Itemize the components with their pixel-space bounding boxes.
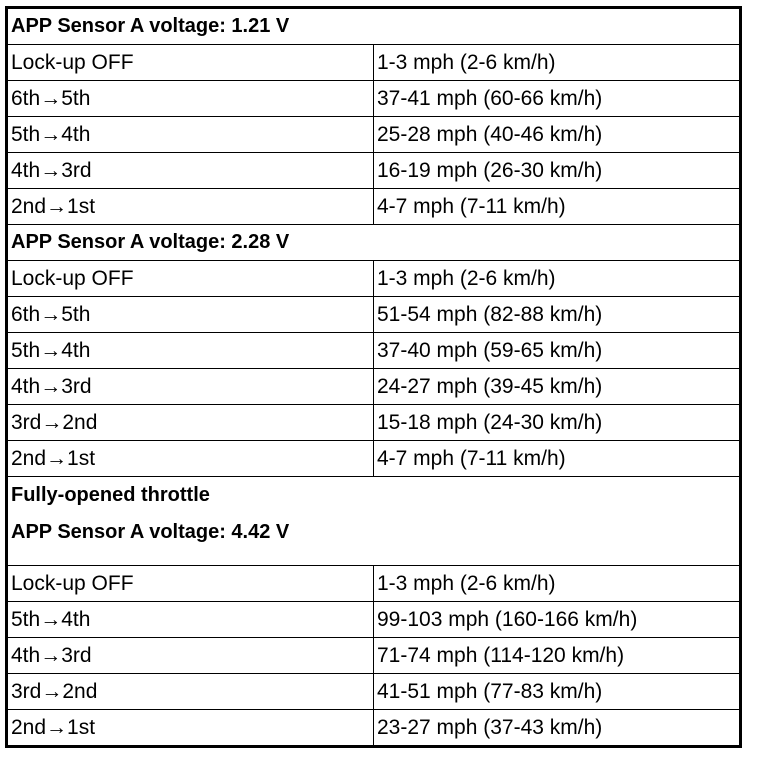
section-header <box>7 477 741 566</box>
shift-cell: 4th→3rd <box>7 638 374 674</box>
shift-cell: 5th→4th <box>7 602 374 638</box>
shift-cell: 3rd→2nd <box>7 405 374 441</box>
shift-cell: 3rd→2nd <box>7 674 374 710</box>
table-row <box>7 638 741 674</box>
section-header: APP Sensor A voltage: 2.28 V <box>7 225 741 261</box>
speed-cell: 51-54 mph (82-88 km/h) <box>374 297 741 333</box>
table-row <box>7 45 741 81</box>
speed-cell: 23-27 mph (37-43 km/h) <box>374 710 741 747</box>
table-row <box>7 369 741 405</box>
table-row <box>7 405 741 441</box>
speed-cell: 15-18 mph (24-30 km/h) <box>374 405 741 441</box>
shift-cell: 4th→3rd <box>7 369 374 405</box>
table-row <box>7 602 741 638</box>
speed-cell: 4-7 mph (7-11 km/h) <box>374 441 741 477</box>
table-row <box>7 189 741 225</box>
speed-cell: 1-3 mph (2-6 km/h) <box>374 45 741 81</box>
section-header-row <box>7 225 741 261</box>
speed-cell: 4-7 mph (7-11 km/h) <box>374 189 741 225</box>
shift-cell: 2nd→1st <box>7 441 374 477</box>
shift-cell: 4th→3rd <box>7 153 374 189</box>
speed-cell: 41-51 mph (77-83 km/h) <box>374 674 741 710</box>
shift-cell: Lock-up OFF <box>7 261 374 297</box>
section-header-row <box>7 8 741 45</box>
shift-speed-table-body <box>7 8 741 747</box>
table-row <box>7 674 741 710</box>
table-row <box>7 710 741 747</box>
shift-cell: 2nd→1st <box>7 189 374 225</box>
shift-cell: 6th→5th <box>7 297 374 333</box>
speed-cell: 16-19 mph (26-30 km/h) <box>374 153 741 189</box>
shift-cell: Lock-up OFF <box>7 566 374 602</box>
speed-cell: 25-28 mph (40-46 km/h) <box>374 117 741 153</box>
shift-cell: 2nd→1st <box>7 710 374 747</box>
speed-cell: 1-3 mph (2-6 km/h) <box>374 566 741 602</box>
speed-cell: 37-41 mph (60-66 km/h) <box>374 81 741 117</box>
section-header: APP Sensor A voltage: 1.21 V <box>7 8 741 45</box>
shift-cell: Lock-up OFF <box>7 45 374 81</box>
table-row <box>7 81 741 117</box>
table-row <box>7 333 741 369</box>
table-row <box>7 441 741 477</box>
shift-speed-table <box>5 6 742 748</box>
speed-cell: 24-27 mph (39-45 km/h) <box>374 369 741 405</box>
table-row <box>7 153 741 189</box>
table-row <box>7 297 741 333</box>
section-header-line: Fully-opened throttle <box>11 484 210 506</box>
section-header-row <box>7 477 741 566</box>
speed-cell: 99-103 mph (160-166 km/h) <box>374 602 741 638</box>
speed-cell: 71-74 mph (114-120 km/h) <box>374 638 741 674</box>
table-row <box>7 117 741 153</box>
shift-cell: 5th→4th <box>7 333 374 369</box>
shift-cell: 6th→5th <box>7 81 374 117</box>
speed-cell: 37-40 mph (59-65 km/h) <box>374 333 741 369</box>
table-row <box>7 566 741 602</box>
shift-cell: 5th→4th <box>7 117 374 153</box>
speed-cell: 1-3 mph (2-6 km/h) <box>374 261 741 297</box>
section-header-line: APP Sensor A voltage: 4.42 V <box>11 521 290 543</box>
table-row <box>7 261 741 297</box>
